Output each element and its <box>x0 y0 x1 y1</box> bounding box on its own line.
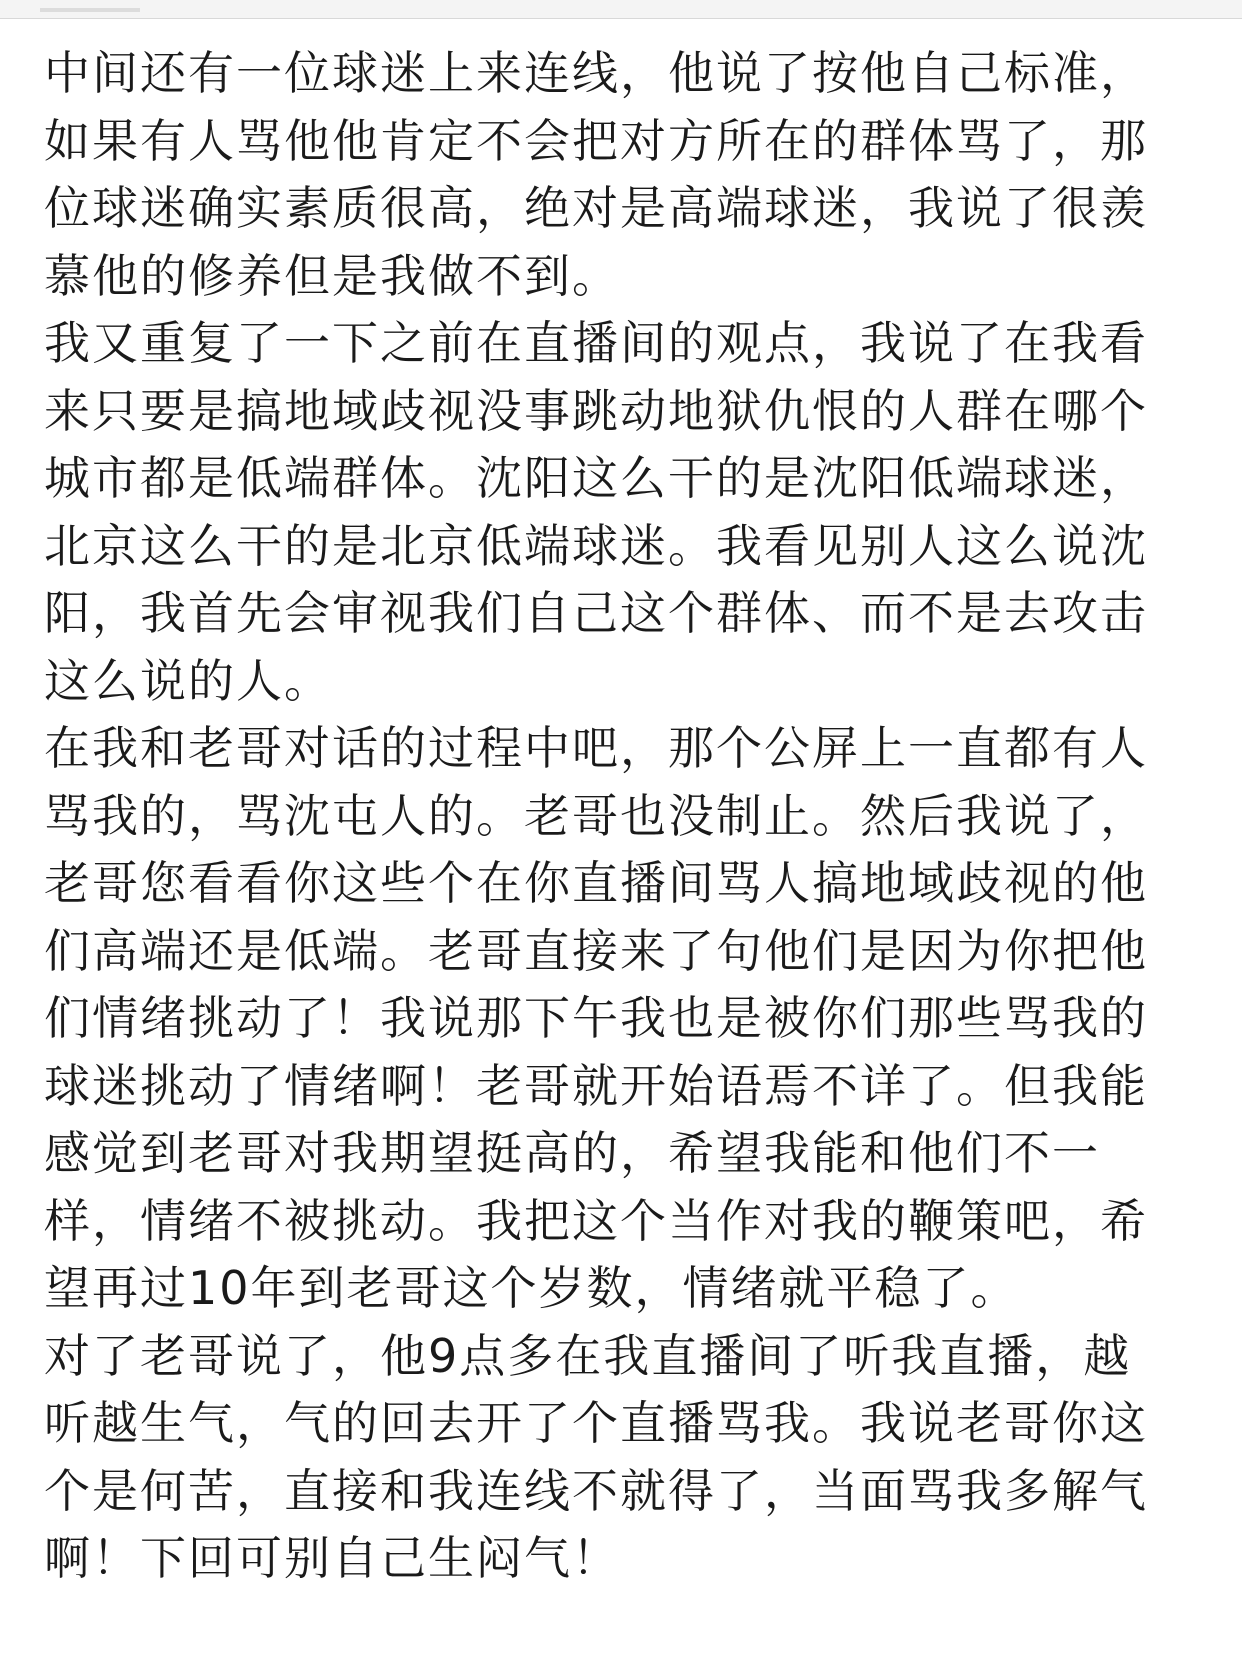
text-line: 们情绪挑动了！我说那下午我也是被你们那些骂我的 <box>44 991 1148 1045</box>
text-line: 样，情绪不被挑动。我把这个当作对我的鞭策吧，希 <box>44 1193 1148 1248</box>
text-line: 感觉到老哥对我期望挺高的，希望我能和他们不一 <box>44 1126 1100 1180</box>
text-line: 在我和老哥对话的过程中吧，那个公屏上一直都有人 <box>44 721 1148 775</box>
text-line: 对了老哥说了，他9点多在我直播间了听我直播，越 <box>44 1328 1132 1383</box>
text-line: 听越生气，气的回去开了个直播骂我。我说老哥你这 <box>44 1396 1148 1450</box>
text-line: 如果有人骂他他肯定不会把对方所在的群体骂了，那 <box>44 113 1148 168</box>
text-line: 骂我的，骂沈屯人的。老哥也没制止。然后我说了， <box>44 788 1148 843</box>
text-line: 中间还有一位球迷上来连线，他说了按他自己标准， <box>44 46 1148 100</box>
text-line: 望再过10年到老哥这个岁数，情绪就平稳了。 <box>44 1261 1019 1315</box>
text-line: 我又重复了一下之前在直播间的观点，我说了在我看 <box>44 316 1148 370</box>
text-line: 城市都是低端群体。沈阳这么干的是沈阳低端球迷， <box>44 451 1148 505</box>
top-bar-partial-text <box>40 8 140 12</box>
text-line: 慕他的修养但是我做不到。 <box>44 248 620 303</box>
text-line: 来只要是搞地域歧视没事跳动地狱仇恨的人群在哪个 <box>44 383 1148 438</box>
text-line: 这么说的人。 <box>44 653 332 708</box>
text-line: 位球迷确实素质很高，绝对是高端球迷，我说了很羡 <box>44 181 1148 235</box>
text-line: 个是何苦，直接和我连线不就得了，当面骂我多解气 <box>44 1463 1148 1518</box>
text-line: 阳，我首先会审视我们自己这个群体、而不是去攻击 <box>44 586 1148 640</box>
text-line: 球迷挑动了情绪啊！老哥就开始语焉不详了。但我能 <box>44 1058 1148 1113</box>
text-line: 们高端还是低端。老哥直接来了句他们是因为你把他 <box>44 923 1148 978</box>
text-line: 老哥您看看你这些个在你直播间骂人搞地域歧视的他 <box>44 856 1148 910</box>
text-line: 北京这么干的是北京低端球迷。我看见别人这么说沈 <box>44 518 1148 573</box>
top-bar <box>0 0 1242 19</box>
text-line: 啊！下回可别自己生闷气！ <box>44 1531 620 1585</box>
article-body <box>44 40 1194 1593</box>
